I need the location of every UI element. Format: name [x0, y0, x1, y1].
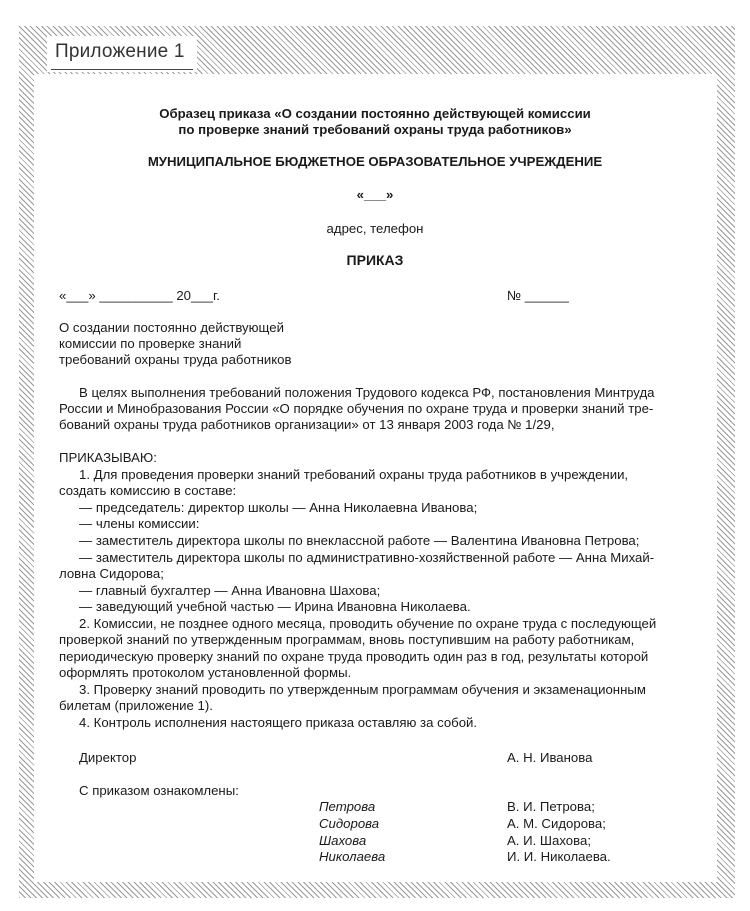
number-line: № ______	[507, 288, 569, 303]
subject-line-1: О создании постоянно действующей	[59, 320, 284, 335]
body-line-16: 4. Контроль исполнения настоящего приказа оставляю за собой.	[79, 715, 478, 730]
body-line-8: — главный бухгалтер — Анна Ивановна Шахова;	[79, 583, 381, 598]
preamble-line-2: России и Минобразования России «О порядке обучения по охране труда и проверки знаний тре-	[59, 401, 654, 416]
date-line: «___» __________ 20___г.	[59, 288, 220, 303]
signature-shakhova: Шахова	[319, 833, 367, 848]
subject-line-2: комиссии по проверке знаний	[59, 336, 242, 351]
order-title: ПРИКАЗ	[346, 252, 404, 268]
preamble-line-1: В целях выполнения требований положения Трудового кодекса РФ, постановления Минтруда	[79, 385, 655, 400]
director-label: Директор	[79, 750, 137, 765]
director-name: А. Н. Иванова	[507, 750, 593, 765]
preamble-line-3: бований охраны труда работников организации» от 13 января 2003 года № 1/29,	[59, 417, 555, 432]
signature-nikolaeva: Николаева	[319, 849, 386, 864]
acquainted-label: С приказом ознакомлены:	[79, 783, 239, 798]
sample-title-line-1: Образец приказа «О создании постоянно действующей комиссии	[159, 106, 591, 121]
signature-petrova: Петрова	[319, 799, 376, 814]
signatory-name-petrova: В. И. Петрова;	[507, 799, 595, 814]
body-line-7: ловна Сидорова;	[59, 566, 164, 581]
body-line-11: проверкой знаний по утвержденным программам, вновь поступившим на работу работникам,	[59, 632, 635, 647]
sample-title-line-2: по проверке знаний требований охраны труда работников»	[178, 122, 572, 137]
subject-line-3: требований охраны труда работников	[59, 352, 292, 367]
body-line-5: — заместитель директора школы по внеклассной работе — Валентина Ивановна Петрова;	[79, 533, 640, 548]
signatory-name-nikolaeva: И. И. Николаева.	[507, 849, 611, 864]
body-line-2: создать комиссию в составе:	[59, 483, 237, 498]
body-line-4: — члены комиссии:	[79, 516, 200, 531]
appendix-underline	[51, 69, 193, 70]
body-line-1: 1. Для проведения проверки знаний требований охраны труда работников в учреждении,	[79, 467, 629, 482]
body-line-13: оформлять протоколом установленной формы.	[59, 665, 352, 680]
body-line-3: — председатель: директор школы — Анна Николаевна Иванова;	[79, 500, 478, 515]
body-line-9: — заведующий учебной частью — Ирина Ивановна Николаева.	[79, 599, 471, 614]
institution-heading: МУНИЦИПАЛЬНОЕ БЮДЖЕТНОЕ ОБРАЗОВАТЕЛЬНОЕ УЧРЕЖДЕНИЕ	[147, 154, 603, 169]
signatory-name-shakhova: А. И. Шахова;	[507, 833, 591, 848]
appendix-label: Приложение 1	[55, 41, 185, 62]
signature-sidorova: Сидорова	[319, 816, 380, 831]
body-line-6: — заместитель директора школы по административно-хозяйственной работе — Анна Михай-	[79, 550, 655, 565]
signatory-name-sidorova: А. М. Сидорова;	[507, 816, 606, 831]
institution-name: «___»	[356, 187, 394, 202]
body-line-10: 2. Комиссии, не позднее одного месяца, проводить обучение по охране труда с последующей	[79, 616, 657, 631]
body-line-14: 3. Проверку знаний проводить по утвержденным программам обучения и экзаменационным	[79, 682, 646, 697]
body-line-15: билетам (приложение 1).	[59, 698, 213, 713]
body-line-12: периодическую проверку знаний по охране труда проводить один раз в год, результаты которой	[59, 649, 649, 664]
address-line: адрес, телефон	[326, 221, 424, 236]
order-word: ПРИКАЗЫВАЮ:	[59, 450, 157, 465]
